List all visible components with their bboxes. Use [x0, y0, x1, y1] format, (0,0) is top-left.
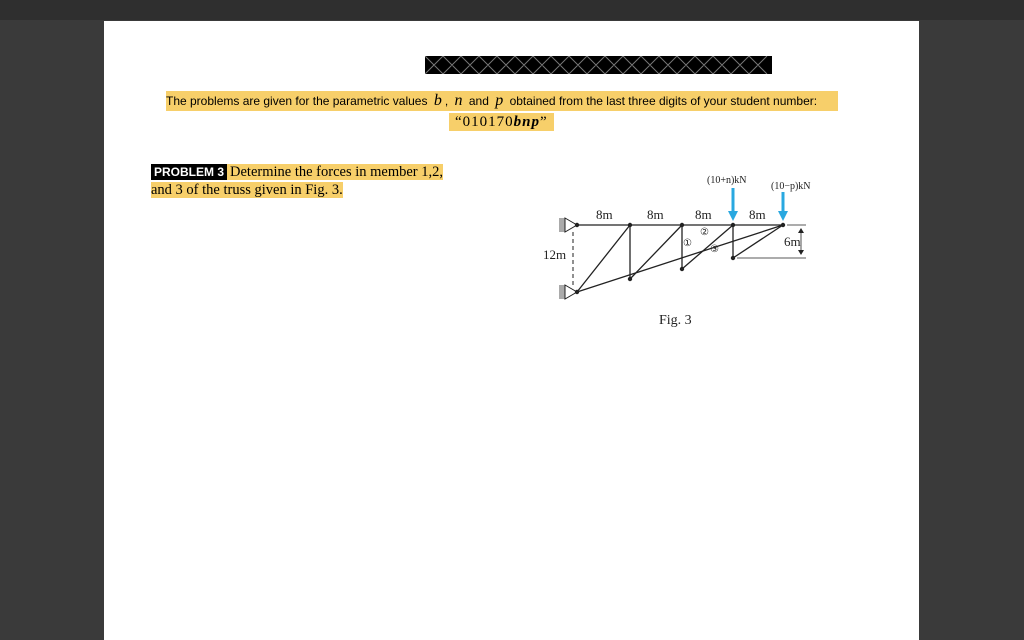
figure-caption: Fig. 3: [659, 313, 692, 328]
span-3-label: 8m: [695, 207, 712, 222]
height-right-label: 6m: [784, 234, 801, 249]
member-3-label: ③: [710, 244, 719, 255]
load-1-label: (10+n)kN: [707, 175, 747, 186]
code-vars: bnp: [513, 114, 541, 130]
var-b: b: [433, 92, 442, 109]
load-2-label: (10−p)kN: [771, 181, 811, 192]
load-arrow-1: [728, 188, 738, 221]
intro-sep: ,: [444, 94, 449, 108]
code-suffix: ”: [540, 114, 548, 130]
member-1-label: ①: [683, 238, 692, 249]
problem-badge: PROBLEM 3: [151, 164, 227, 180]
var-n: n: [454, 92, 463, 109]
span-4-label: 8m: [749, 207, 766, 222]
intro-before: The problems are given for the parametric values: [166, 94, 428, 108]
member-2-label: ②: [700, 227, 709, 238]
support-bottom-wall: [559, 285, 565, 299]
code-prefix: “010170: [455, 114, 514, 130]
support-top-wall: [559, 218, 565, 232]
intro-and: and: [468, 94, 489, 108]
var-p: p: [495, 92, 504, 109]
problem-line1: Determine the forces in member 1,2,: [230, 164, 444, 180]
intro-after: obtained from the last three digits of your student number:: [509, 94, 818, 108]
truss-members: [577, 225, 783, 292]
span-2-label: 8m: [647, 207, 664, 222]
load-arrow-2: [778, 192, 788, 221]
height-left-label: 12m: [543, 247, 567, 262]
span-1-label: 8m: [596, 207, 613, 222]
problem-line2: and 3 of the truss given in Fig. 3.: [151, 182, 343, 198]
